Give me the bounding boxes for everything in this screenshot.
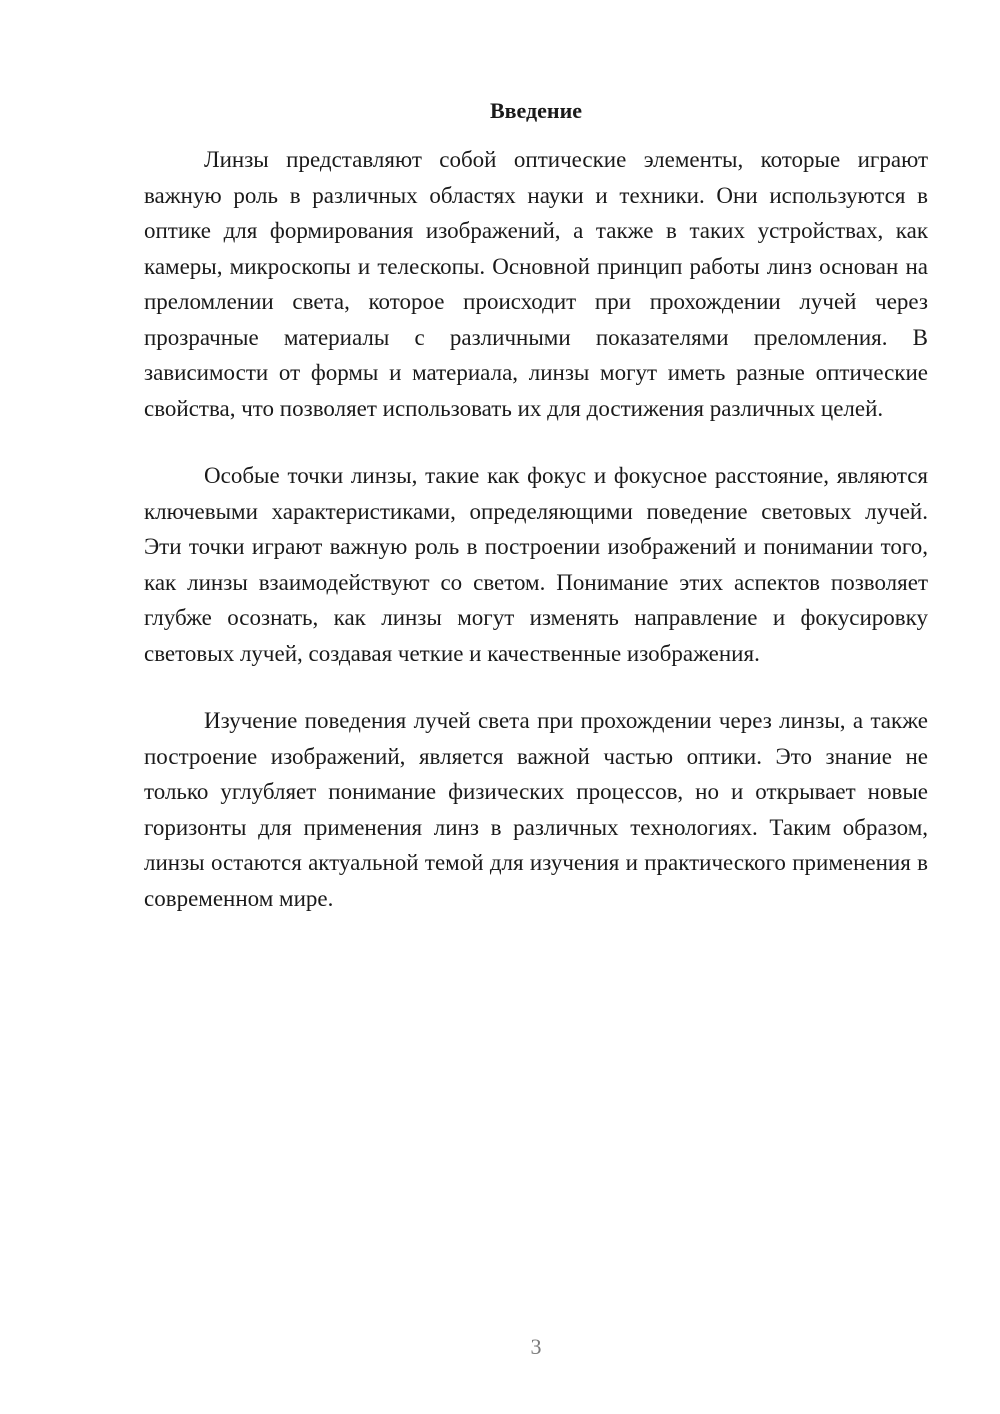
section-heading: Введение: [489, 98, 583, 123]
paragraph-3: Изучение поведения лучей света при прохождении через линзы, а также построение изображений, является важной частью оптики. Это знание не только углубляет понимание физических процессов, но и открывает новые горизонты для применения линз в различных технологиях. Таким образом, линзы остаются актуальной темой для изучения и практического применения в современном мире.: [144, 708, 928, 911]
paragraph-1: Линзы представляют собой оптические элементы, которые играют важную роль в различных областях науки и техники. Они используются в оптике для формирования изображений, а также в таких устройствах, как камеры, микроскопы и телескопы. Основной принцип работы линз основан на преломлении света, которое происходит при прохождении лучей через прозрачные материалы с различными показателями преломления. В зависимости от формы и материала, линзы могут иметь разные оптические свойства, что позволяет использовать их для достижения различных целей.: [144, 147, 928, 421]
page-content: [144, 96, 928, 948]
paragraph-2: Особые точки линзы, такие как фокус и фокусное расстояние, являются ключевыми характеристиками, определяющими поведение световых лучей. Эти точки играют важную роль в построении изображений и понимании того, как линзы взаимодействуют со светом. Понимание этих аспектов позволяет глубже осознать, как линзы могут изменять направление и фокусировку световых лучей, создавая четкие и качественные изображения.: [144, 463, 928, 666]
page-number: 3: [530, 1334, 542, 1359]
